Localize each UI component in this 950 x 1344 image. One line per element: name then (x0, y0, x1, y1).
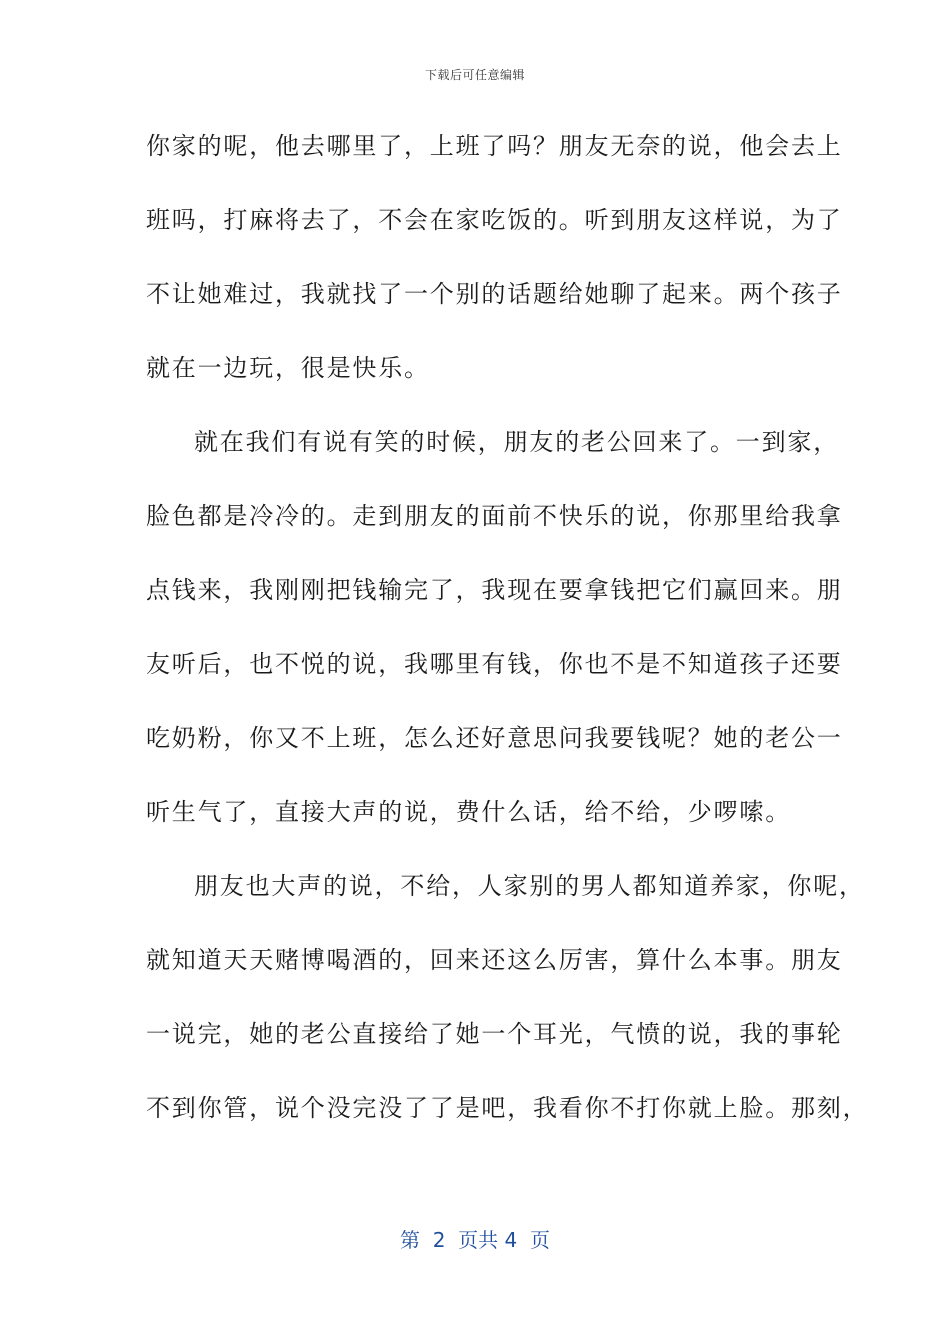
text-line: 不让她难过，我就找了一个别的话题给她聊了起来。两个孩子 (146, 280, 843, 308)
text-line: 听生气了，直接大声的说，费什么话，给不给，少啰嗦。 (146, 798, 791, 826)
text-line: 就知道天天赌博喝酒的，回来还这么厉害，算什么本事。朋友 (146, 946, 843, 974)
text-line: 友听后，也不悦的说，我哪里有钱，你也不是不知道孩子还要 (146, 650, 843, 678)
page-number-footer: 第 2 页共 4 页 (400, 1228, 550, 1252)
text-line: 班吗，打麻将去了，不会在家吃饭的。听到朋友这样说，为了 (146, 206, 843, 234)
text-line: 吃奶粉，你又不上班，怎么还好意思问我要钱呢？她的老公一 (146, 724, 843, 752)
text-line: 就在一边玩，很是快乐。 (146, 354, 430, 382)
page-header: 下载后可任意编辑 (424, 68, 525, 82)
paragraph-start-line: 就在我们有说有笑的时候，朋友的老公回来了。一到家， (194, 428, 839, 456)
text-line: 点钱来，我刚刚把钱输完了，我现在要拿钱把它们赢回来。朋 (146, 576, 843, 604)
text-line: 你家的呢，他去哪里了，上班了吗？朋友无奈的说，他会去上 (146, 132, 843, 160)
document-body (146, 120, 869, 1156)
text-line: 不到你管，说个没完没了了是吧，我看你不打你就上脸。那刻， (146, 1094, 869, 1122)
paragraph-start-line: 朋友也大声的说，不给，人家别的男人都知道养家，你呢， (194, 872, 865, 900)
text-line: 脸色都是冷冷的。走到朋友的面前不快乐的说，你那里给我拿 (146, 502, 843, 530)
text-line: 一说完，她的老公直接给了她一个耳光，气愤的说，我的事轮 (146, 1020, 843, 1048)
